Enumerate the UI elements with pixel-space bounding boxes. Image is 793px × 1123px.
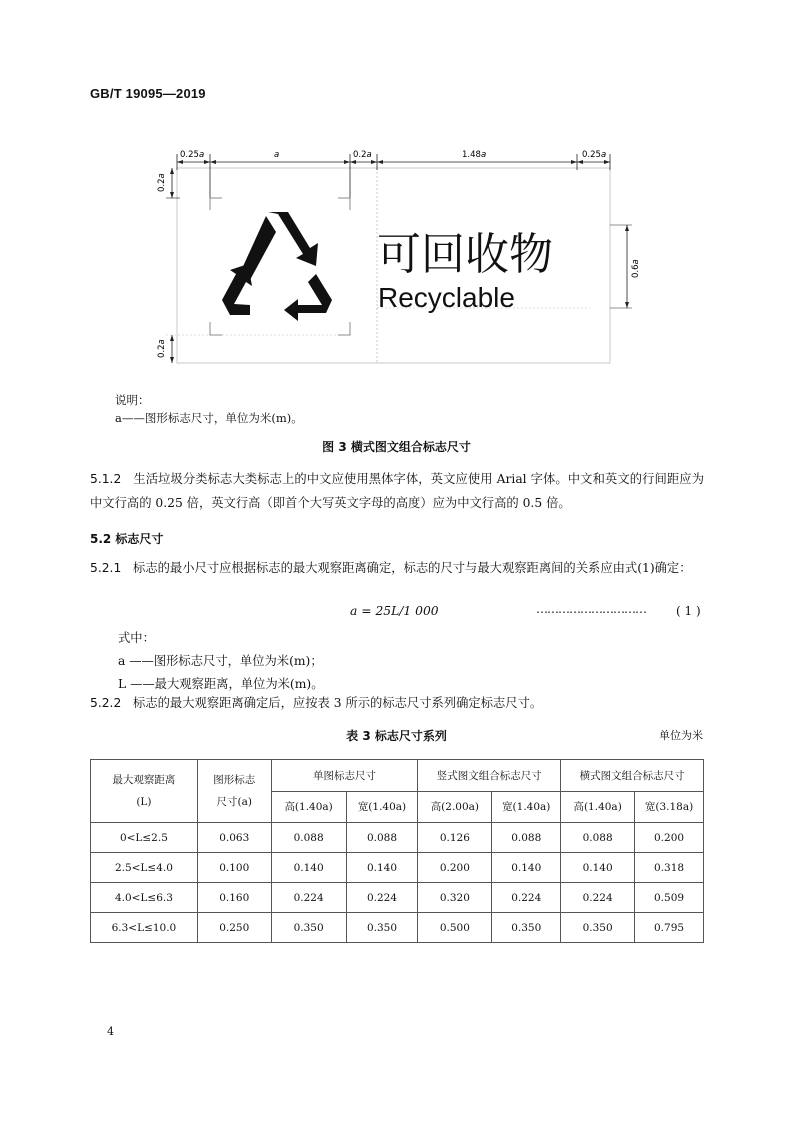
table-header-cell: 高(1.40a) xyxy=(561,791,635,823)
table-header-cell: 最大观察距离 (L) xyxy=(91,760,198,823)
dim-label: 0.2a xyxy=(157,339,167,358)
formula-leader: ………………………… xyxy=(536,602,646,616)
dim-label: 0.2a xyxy=(353,150,372,160)
section-heading-5-2: 5.2 标志尺寸 xyxy=(90,532,164,546)
figure-3-diagram xyxy=(100,140,660,375)
formula-number: ( 1 ) xyxy=(676,604,701,618)
table-caption: 表 3 标志尺寸系列 xyxy=(346,729,447,743)
dim-label: 1.48a xyxy=(462,150,487,160)
table-header-cell: 单图标志尺寸 xyxy=(271,760,418,792)
recycle-triangle-icon xyxy=(222,212,332,321)
table-cell: 2.5<L≤4.0 xyxy=(91,853,198,883)
size-table xyxy=(90,759,704,943)
table-cell: 0.350 xyxy=(346,913,418,943)
dim-label: 0.6a xyxy=(631,259,641,278)
clause-number: 5.1.2 xyxy=(90,472,122,486)
table-header-cell: 高(1.40a) xyxy=(271,791,346,823)
where-label: 式中： xyxy=(118,631,155,645)
table-row xyxy=(91,883,704,913)
legend-title: 说明： xyxy=(115,393,150,407)
clause-number: 5.2.2 xyxy=(90,696,122,710)
table-header-cell: 横式图文组合标志尺寸 xyxy=(561,760,704,792)
paragraph-5-2-2 xyxy=(90,691,704,715)
table-cell: 0.500 xyxy=(418,913,492,943)
table-cell: 0.140 xyxy=(271,853,346,883)
paragraph-5-1-2 xyxy=(90,467,704,515)
table-cell: 0.350 xyxy=(492,913,561,943)
table-cell: 0.140 xyxy=(561,853,635,883)
table-cell: 0.318 xyxy=(635,853,704,883)
table-header-cell: 宽(1.40a) xyxy=(492,791,561,823)
table-cell: 0.160 xyxy=(197,883,271,913)
dim-label: 0.25a xyxy=(180,150,205,160)
table-cell: 0.200 xyxy=(418,853,492,883)
table-cell: 0<L≤2.5 xyxy=(91,823,198,853)
where-a: a ——图形标志尺寸，单位为米(m)； xyxy=(118,654,323,668)
table-cell: 0.140 xyxy=(492,853,561,883)
table-cell: 0.224 xyxy=(561,883,635,913)
paragraph-5-2-1 xyxy=(90,556,704,580)
sign-en-text: Recyclable xyxy=(378,282,515,313)
table-header-cell: 宽(3.18a) xyxy=(635,791,704,823)
table-cell: 0.795 xyxy=(635,913,704,943)
table-cell: 0.088 xyxy=(271,823,346,853)
table-row xyxy=(91,853,704,883)
clause-text: 标志的最小尺寸应根据标志的最大观察距离确定，标志的尺寸与最大观察距离间的关系应由式(1)确定： xyxy=(133,561,692,575)
table-row xyxy=(91,823,704,853)
table-cell: 0.250 xyxy=(197,913,271,943)
table-header-cell: 高(2.00a) xyxy=(418,791,492,823)
dim-label: 0.2a xyxy=(157,173,167,192)
legend-item: a——图形标志尺寸，单位为米(m)。 xyxy=(115,411,303,425)
sign-cn-text: 可回收物 xyxy=(377,229,553,280)
figure-caption: 图 3 横式图文组合标志尺寸 xyxy=(322,440,471,454)
table-row xyxy=(91,913,704,943)
formula: a = 25L/1 000 xyxy=(350,604,439,618)
table-cell: 4.0<L≤6.3 xyxy=(91,883,198,913)
table-cell: 0.200 xyxy=(635,823,704,853)
table-cell: 0.224 xyxy=(492,883,561,913)
table-cell: 0.126 xyxy=(418,823,492,853)
where-l: L ——最大观察距离，单位为米(m)。 xyxy=(118,677,324,691)
table-cell: 0.063 xyxy=(197,823,271,853)
dim-label: a xyxy=(274,150,280,160)
clause-text: 生活垃圾分类标志大类标志上的中文应使用黑体字体，英文应使用 Arial 字体。中文和英文的行间距应为中文行高的 0.25 倍，英文行高（即首个大写英文字母的高度）应为中文行高的 0.5 倍。 xyxy=(90,472,704,510)
clause-text: 标志的最大观察距离确定后，应按表 3 所示的标志尺寸系列确定标志尺寸。 xyxy=(133,696,543,710)
table-cell: 0.320 xyxy=(418,883,492,913)
table-cell: 6.3<L≤10.0 xyxy=(91,913,198,943)
table-header-cell: 宽(1.40a) xyxy=(346,791,418,823)
table-cell: 0.509 xyxy=(635,883,704,913)
table-cell: 0.088 xyxy=(346,823,418,853)
standard-code: GB/T 19095—2019 xyxy=(90,86,206,101)
table-cell: 0.224 xyxy=(346,883,418,913)
page-number: 4 xyxy=(107,1025,114,1038)
table-cell: 0.100 xyxy=(197,853,271,883)
table-cell: 0.140 xyxy=(346,853,418,883)
clause-number: 5.2.1 xyxy=(90,561,122,575)
table-cell: 0.350 xyxy=(271,913,346,943)
table-unit: 单位为米 xyxy=(659,729,703,742)
table-cell: 0.350 xyxy=(561,913,635,943)
dim-label: 0.25a xyxy=(582,150,607,160)
table-cell: 0.088 xyxy=(492,823,561,853)
table-cell: 0.224 xyxy=(271,883,346,913)
table-header-cell: 图形标志 尺寸(a) xyxy=(197,760,271,823)
table-header-cell: 竖式图文组合标志尺寸 xyxy=(418,760,561,792)
table-cell: 0.088 xyxy=(561,823,635,853)
